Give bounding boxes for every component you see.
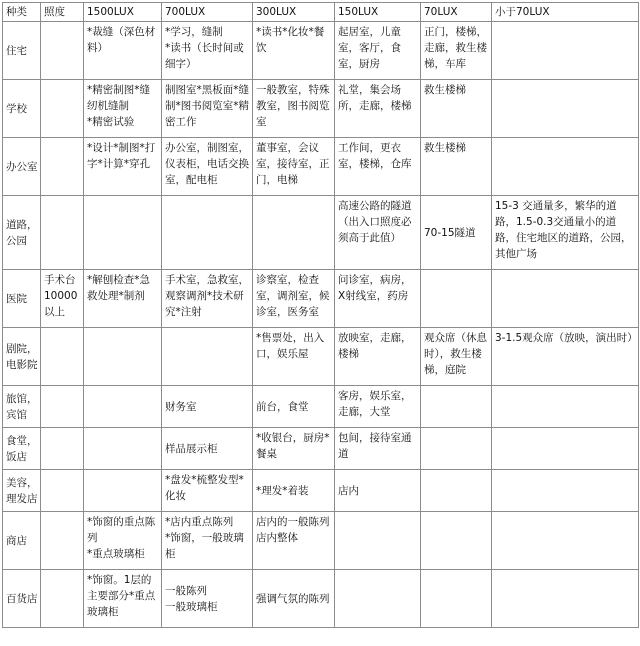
table-cell — [41, 428, 84, 470]
table-cell: 高速公路的隧道（出入口照度必须高于此值） — [335, 196, 421, 270]
table-cell: 办公室，制图室，仪表柜，电话交换室，配电柜 — [162, 138, 253, 196]
table-row — [3, 328, 639, 386]
category-cell: 美容，理发店 — [3, 470, 41, 512]
table-cell: *盘发*梳整发型*化妆 — [162, 470, 253, 512]
table-row — [3, 138, 639, 196]
table-cell — [41, 386, 84, 428]
category-cell: 办公室 — [3, 138, 41, 196]
table-cell — [421, 512, 492, 570]
table-cell — [492, 570, 639, 628]
table-cell: 礼堂，集会场所，走廊，楼梯 — [335, 80, 421, 138]
table-row — [3, 470, 639, 512]
table-cell: 制图室*黑板面*缝制*图书阅览室*精密工作 — [162, 80, 253, 138]
table-cell — [492, 138, 639, 196]
table-cell — [492, 22, 639, 80]
category-cell: 住宅 — [3, 22, 41, 80]
table-cell — [41, 512, 84, 570]
table-cell — [84, 428, 162, 470]
table-cell: 一般教室，特殊教室，图书阅览室 — [253, 80, 335, 138]
table-cell — [41, 328, 84, 386]
table-cell: *店内重点陈列 *饰窗，一般玻璃柜 — [162, 512, 253, 570]
category-cell: 道路，公园 — [3, 196, 41, 270]
table-row — [3, 270, 639, 328]
table-cell — [84, 328, 162, 386]
header-row — [3, 3, 639, 22]
table-cell — [335, 512, 421, 570]
table-cell — [492, 80, 639, 138]
table-cell — [84, 470, 162, 512]
table-cell: 董事室，会议室，接待室，正门，电梯 — [253, 138, 335, 196]
header-150lux: 150LUX — [335, 3, 421, 22]
table-cell — [492, 512, 639, 570]
category-cell: 百货店 — [3, 570, 41, 628]
table-cell: 放映室，走廊，楼梯 — [335, 328, 421, 386]
table-cell: 店内的一般陈列 店内整体 — [253, 512, 335, 570]
table-cell — [253, 196, 335, 270]
table-cell: *精密制图*缝纫机缝制 *精密试验 — [84, 80, 162, 138]
table-row — [3, 428, 639, 470]
table-cell: *裁缝（深色材料） — [84, 22, 162, 80]
table-cell — [421, 270, 492, 328]
header-under-70lux: 小于70LUX — [492, 3, 639, 22]
table-cell: *理发*着装 — [253, 470, 335, 512]
table-cell — [41, 22, 84, 80]
table-cell: 强调气氛的陈列 — [253, 570, 335, 628]
header-illuminance: 照度 — [41, 3, 84, 22]
table-cell: 前台，食堂 — [253, 386, 335, 428]
table-cell: 正门，楼梯，走廊，救生楼梯，车库 — [421, 22, 492, 80]
table-cell — [84, 386, 162, 428]
table-row — [3, 196, 639, 270]
table-row — [3, 80, 639, 138]
table-cell: 3-1.5观众席（放映，演出时） — [492, 328, 639, 386]
illuminance-table — [2, 2, 639, 628]
category-cell: 学校 — [3, 80, 41, 138]
table-cell: *收银台，厨房*餐桌 — [253, 428, 335, 470]
table-cell: 手术室，急救室，观察调剂*技术研究*注射 — [162, 270, 253, 328]
table-cell: *设计*制图*打字*计算*穿孔 — [84, 138, 162, 196]
table-cell — [421, 470, 492, 512]
table-cell — [492, 386, 639, 428]
header-300lux: 300LUX — [253, 3, 335, 22]
table-cell: 救生楼梯 — [421, 80, 492, 138]
table-cell: 财务室 — [162, 386, 253, 428]
category-cell: 食堂，饭店 — [3, 428, 41, 470]
table-cell — [41, 196, 84, 270]
table-row — [3, 22, 639, 80]
table-cell — [162, 196, 253, 270]
table-cell: 手术台10000以上 — [41, 270, 84, 328]
table-cell: 15-3 交通量多，繁华的道路，1.5-0.3交通量小的道路，住宅地区的道路，公园，其他广场 — [492, 196, 639, 270]
table-cell: 客房，娱乐室，走廊，大堂 — [335, 386, 421, 428]
table-cell: 观众席（休息时），救生楼梯，庭院 — [421, 328, 492, 386]
category-cell: 旅馆，宾馆 — [3, 386, 41, 428]
header-700lux: 700LUX — [162, 3, 253, 22]
table-cell — [41, 470, 84, 512]
table-cell — [492, 428, 639, 470]
table-cell: *读书*化妆*餐饮 — [253, 22, 335, 80]
table-cell: 70-15隧道 — [421, 196, 492, 270]
table-cell — [84, 196, 162, 270]
category-cell: 医院 — [3, 270, 41, 328]
table-cell: 样品展示柜 — [162, 428, 253, 470]
category-cell: 商店 — [3, 512, 41, 570]
category-cell: 剧院，电影院 — [3, 328, 41, 386]
table-cell: *饰窗的重点陈列 *重点玻璃柜 — [84, 512, 162, 570]
table-cell — [41, 80, 84, 138]
table-cell: 一般陈列 一般玻璃柜 — [162, 570, 253, 628]
table-row — [3, 386, 639, 428]
table-cell: 店内 — [335, 470, 421, 512]
table-cell: 起居室，儿童室，客厅，食室，厨房 — [335, 22, 421, 80]
table-cell — [162, 328, 253, 386]
table-cell: 工作间，更衣室，楼梯，仓库 — [335, 138, 421, 196]
table-cell — [421, 570, 492, 628]
table-cell: 问诊室，病房，X射线室，药房 — [335, 270, 421, 328]
header-70lux: 70LUX — [421, 3, 492, 22]
table-cell — [41, 138, 84, 196]
table-cell — [492, 270, 639, 328]
header-category: 种类 — [3, 3, 41, 22]
table-cell: *售票处，出入口，娱乐屋 — [253, 328, 335, 386]
table-cell: *饰窗。1层的主要部分*重点玻璃柜 — [84, 570, 162, 628]
table-row — [3, 512, 639, 570]
header-1500lux: 1500LUX — [84, 3, 162, 22]
table-cell — [421, 386, 492, 428]
table-cell: 诊察室，检查室，调剂室，候诊室，医务室 — [253, 270, 335, 328]
table-cell — [492, 470, 639, 512]
table-cell — [335, 570, 421, 628]
table-cell: *学习，缝制 *读书（长时间或细字） — [162, 22, 253, 80]
table-cell: 救生楼梯 — [421, 138, 492, 196]
table-cell — [41, 570, 84, 628]
table-row — [3, 570, 639, 628]
table-cell: *解刨检查*急救处理*制剂 — [84, 270, 162, 328]
table-cell — [421, 428, 492, 470]
table-cell: 包间，接待室通道 — [335, 428, 421, 470]
